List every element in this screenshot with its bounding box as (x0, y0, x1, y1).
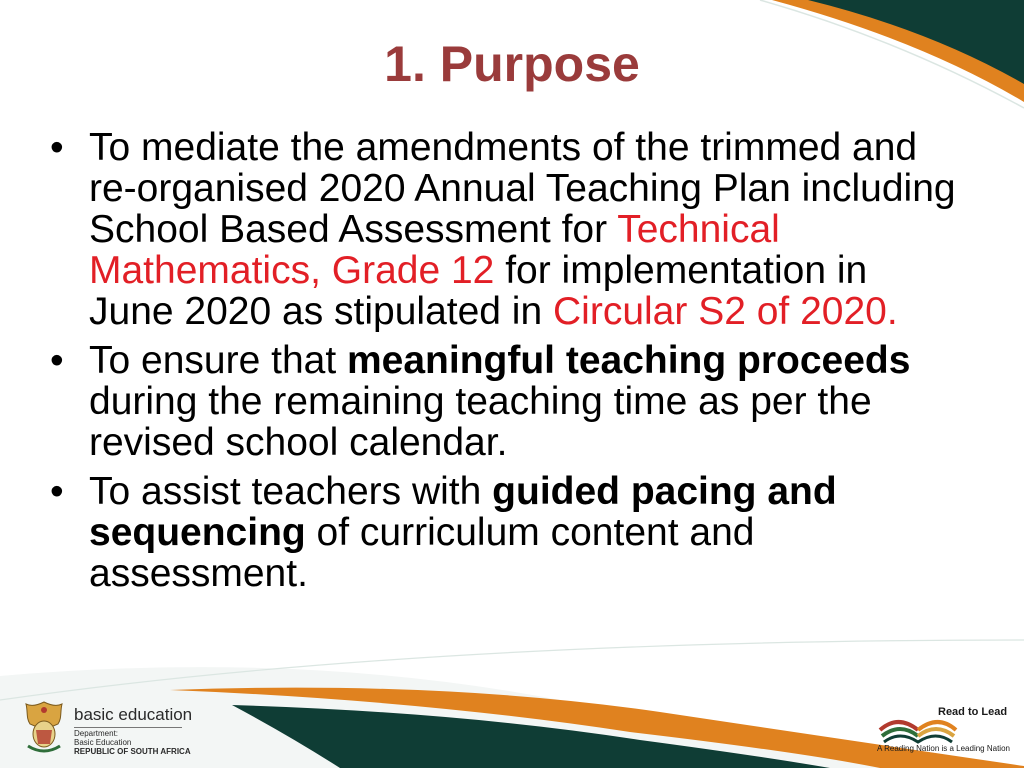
dept-line-3: REPUBLIC OF SOUTH AFRICA (74, 747, 191, 756)
read-to-lead-tagline: A Reading Nation is a Leading Nation (877, 744, 1010, 753)
bullet-2-text-a: To ensure that (89, 339, 347, 382)
coat-of-arms-icon (22, 700, 66, 756)
bullet-item-3 (42, 471, 962, 594)
bullet-1-text-b: for implementation in June 2020 as stipulated in (89, 249, 868, 333)
slide-title: 1. Purpose (384, 36, 640, 92)
bullet-3-text-b: of curriculum content and assessment. (89, 511, 755, 595)
bullet-1-highlight-subject: Technical Mathematics, Grade 12 (89, 208, 780, 292)
read-to-lead-title: Read to Lead (938, 706, 1008, 718)
bullet-2-text-b: during the remaining teaching time as per the revised school calendar. (89, 380, 872, 464)
bullet-list (42, 127, 962, 602)
bullet-marker: • (50, 339, 64, 382)
dept-name: basic education (74, 705, 193, 724)
bullet-3-bold: guided pacing and sequencing (89, 470, 837, 554)
bullet-1-highlight-circular: Circular S2 of 2020. (553, 290, 898, 333)
bullet-item-2 (42, 340, 962, 463)
dept-line-2: Basic Education (74, 738, 132, 747)
dept-line-1: Department: (74, 729, 119, 738)
bullet-2-bold: meaningful teaching proceeds (347, 339, 911, 382)
bullet-1-text-a: To mediate the amendments of the trimmed and re-organised 2020 Annual Teaching Plan including School Based Assessment for (89, 126, 956, 251)
bullet-marker: • (50, 470, 64, 513)
bullet-3-text-a: To assist teachers with (89, 470, 493, 513)
bullet-item-1 (42, 127, 962, 332)
bullet-marker: • (50, 126, 64, 169)
dept-divider (74, 727, 182, 728)
